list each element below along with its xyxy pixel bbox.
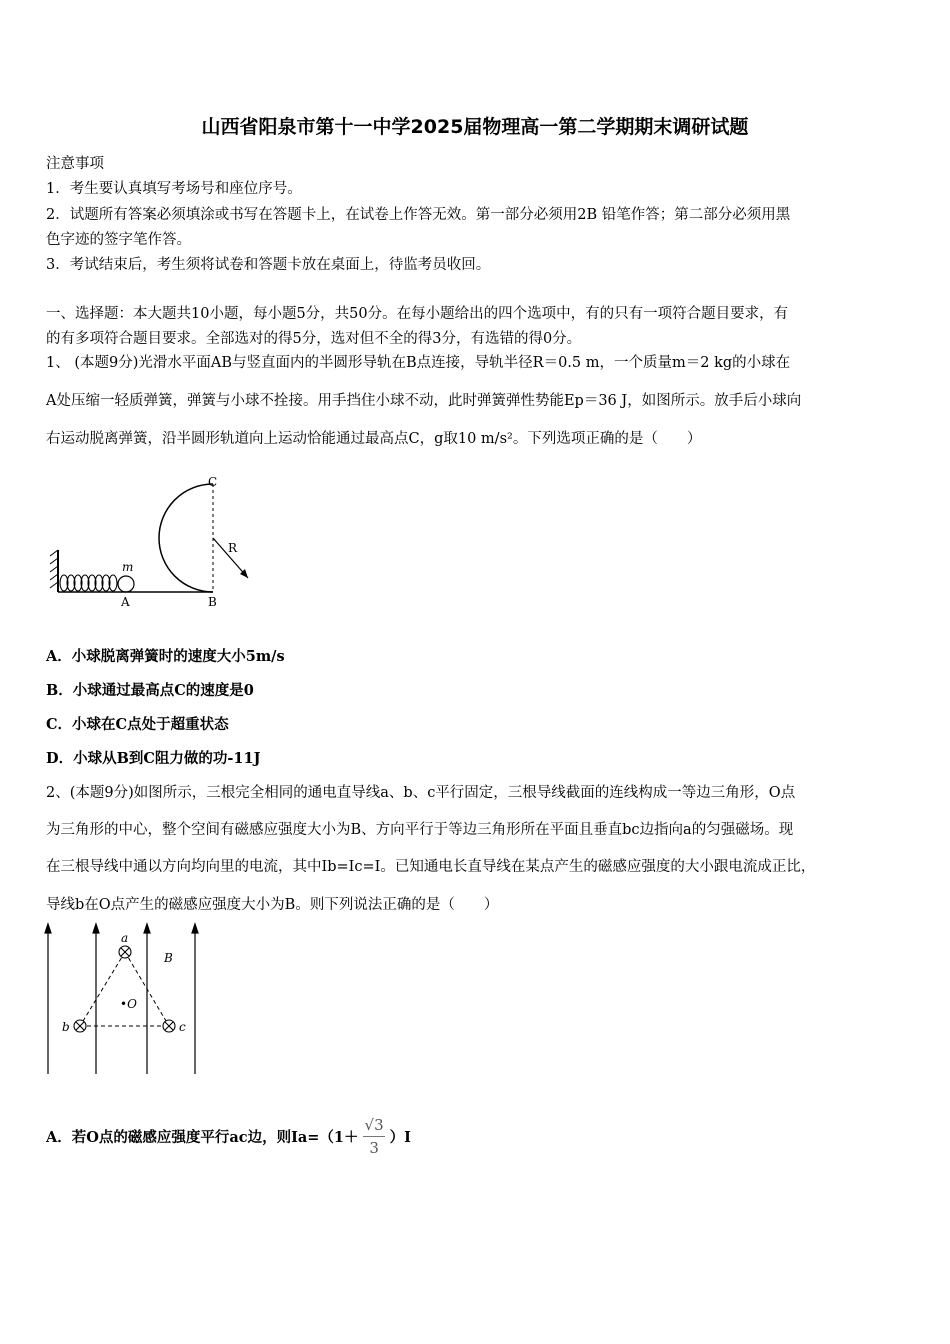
label-c: C [208,475,218,489]
q2-option-a-fraction [363,1116,386,1157]
q2-option-a-prefix: A．若O点的磁感应强度平行ac边，则Ia=（1＋ [46,1128,359,1146]
q1-stem-line1: 1、 (本题9分)光滑水平面AB与竖直面内的半圆形导轨在B点连接，导轨半径R＝0.5 m，一个质量m＝2 kg的小球在 [46,355,791,371]
label-field-b: B [164,951,173,965]
fraction-numerator: √3 [364,1115,384,1134]
q2-option-a [46,1108,411,1164]
page-title: 山西省阳泉市第十一中学2025届物理高一第二学期期末调研试题 [201,116,749,138]
label-b: B [208,595,217,609]
notice-item-3: 3．考试结束后，考生须将试卷和答题卡放在桌面上，待监考员收回。 [46,257,491,273]
label-wire-b: b [62,1020,70,1034]
q2-option-a-suffix: ）I [389,1128,411,1146]
label-a: A [121,595,130,609]
ball [118,576,134,592]
notice-item-2-cont: 色字迹的签字笔作答。 [46,232,191,248]
notice-item-2: 2．试题所有答案必须填涂或书写在答题卡上，在试卷上作答无效。第一部分必须用2B 铅笔作答；第二部分必须用黑 [46,207,791,223]
q2-stem-line3: 在三根导线中通以方向均向里的电流，其中Ib=Ic=I。已知通电长直导线在某点产生的磁感应强度的大小跟电流成正比， [46,859,816,875]
fraction-denominator: 3 [369,1138,379,1157]
q2-figure [40,920,210,1078]
label-m: m [122,560,134,574]
q1-stem-line2: A处压缩一轻质弹簧，弹簧与小球不拴接。用手挡住小球不动，此时弹簧弹性势能Ep＝36 J，如图所示。放手后小球向 [46,393,802,409]
q1-option-c: C．小球在C点处于超重状态 [46,716,229,733]
section-intro-line1: 一、选择题：本大题共10小题，每小题5分，共50分。在每小题给出的四个选项中，有的只有一项符合题目要求，有 [46,306,789,322]
q1-stem-line3: 右运动脱离弹簧，沿半圆形轨道向上运动恰能通过最高点C，g取10 m/s²。下列选项正确的是（ ） [46,431,702,447]
notice-heading: 注意事项 [46,156,104,172]
q1-option-a: A．小球脱离弹簧时的速度大小5m/s [46,648,285,665]
label-r: R [228,541,238,555]
section-intro-line2: 的有多项符合题目要求。全部选对的得5分，选对但不全的得3分，有选错的得0分。 [46,331,582,347]
q1-figure [40,470,280,615]
notice-item-1: 1．考生要认真填写考场号和座位序号。 [46,181,302,197]
q2-stem-line1: 2、(本题9分)如图所示，三根完全相同的通电直导线a、b、c平行固定，三根导线截面的连线构成一等边三角形，O点 [46,785,796,801]
q1-option-b: B．小球通过最高点C的速度是0 [46,682,254,699]
q2-stem-line2: 为三角形的中心，整个空间有磁感应强度大小为B、方向平行于等边三角形所在平面且垂直bc边指向a的匀强磁场。现 [46,822,794,838]
fraction-bar [363,1136,385,1137]
label-wire-a: a [121,931,129,945]
q2-stem-line4: 导线b在O点产生的磁感应强度大小为B。则下列说法正确的是（ ） [46,897,499,913]
q1-option-d: D．小球从B到C阻力做的功-11J [46,750,261,767]
label-center-o: •O [120,997,137,1011]
label-wire-c: c [179,1020,186,1034]
